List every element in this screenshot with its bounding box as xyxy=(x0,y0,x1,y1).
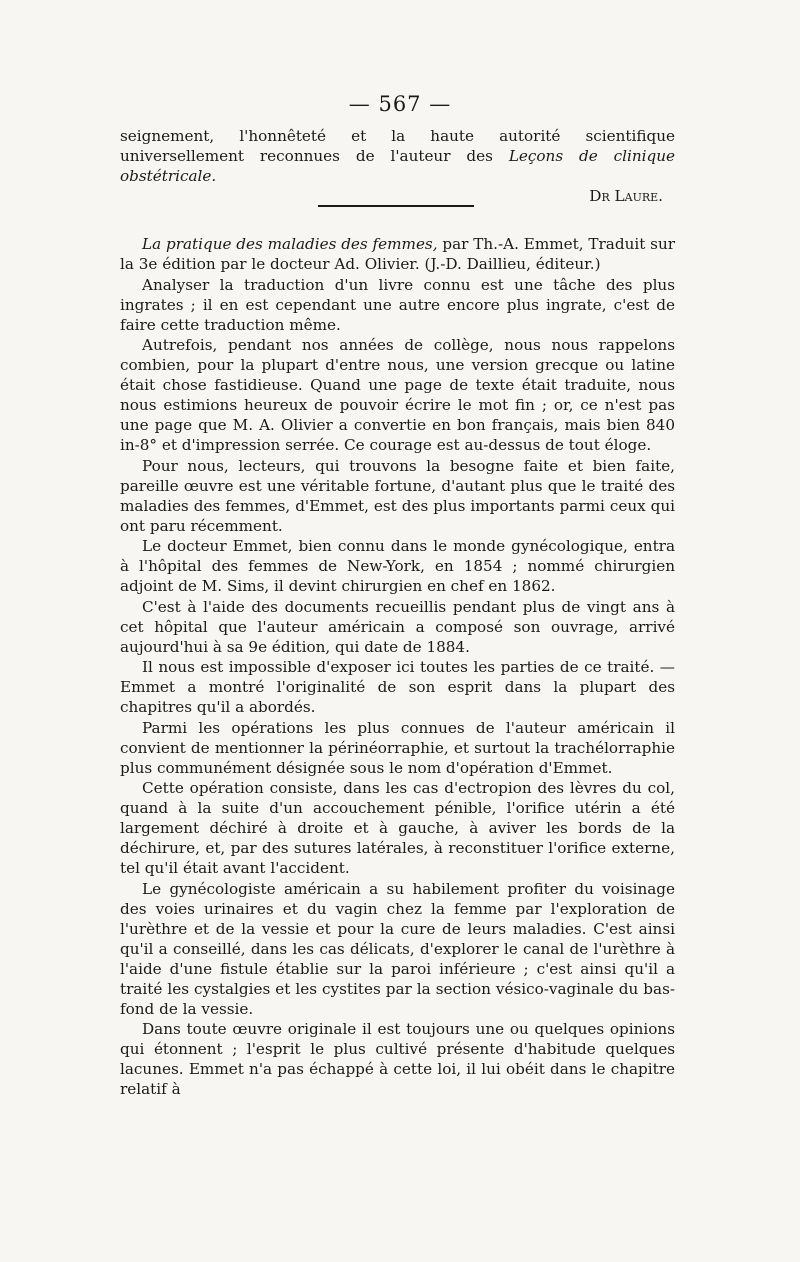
review-title: La pratique des maladies des femmes, xyxy=(142,235,438,253)
paragraph: Pour nous, lecteurs, qui trouvons la besogne faite et bien faite, pareille œuvre est une véritable fortune, d'autant plus que le traité des maladies des femmes, d'Emmet, est des plus importants parmi ceux qui ont paru récemment. xyxy=(120,456,675,535)
review-title-rest: par Th.-A. Emmet, Traduit sur la 3e édition par le docteur Ad. Olivier. (J.-D. Daillieu, éditeur.) xyxy=(120,235,675,273)
page-number: — 567 — xyxy=(348,92,452,116)
review-block xyxy=(120,234,675,1100)
intro-paragraph xyxy=(120,126,675,186)
paragraph: C'est à l'aide des documents recueillis pendant plus de vingt ans à cet hôpital que l'auteur américain a composé son ouvrage, arrivé aujourd'hui à sa 9e édition, qui date de 1884. xyxy=(120,597,675,656)
paragraph: Autrefois, pendant nos années de collège, nous nous rappelons combien, pour la plupart d'entre nous, une version grecque ou latine était chose fastidieuse. Quand une page de texte était traduite, nous nous estimions heureux de pouvoir écrire le mot fin ; or, ce n'est pas une page que M. A. Olivier a convertie en bon français, mais bien 840 in-8° et d'impression serrée. Ce courage est au-dessus de tout éloge. xyxy=(120,336,675,454)
intro-block xyxy=(120,126,675,206)
review-heading xyxy=(120,234,675,274)
signature: Dr Laure. xyxy=(589,187,663,205)
paragraph: Analyser la traduction d'un livre connu est une tâche des plus ingrates ; il en est cependant une autre encore plus ingrate, c'est de faire cette traduction même. xyxy=(120,275,675,334)
paragraph: Dans toute œuvre originale il est toujours une ou quelques opinions qui étonnent ; l'esprit le plus cultivé présente d'habitude quelques lacunes. Emmet n'a pas échappé à cette loi, il lui obéit dans le chapitre relatif à xyxy=(120,1020,675,1098)
section-divider xyxy=(318,205,474,207)
paragraph: Parmi les opérations les plus connues de l'auteur américain il convient de mentionner la périnéorraphie, et surtout la trachélorraphie plus communément désignée sous le nom d'opération d'Emmet. xyxy=(120,718,675,777)
intro-text: seignement, l'honnêteté et la haute autorité scientifique universellement reconnues de l'auteur des xyxy=(120,127,675,165)
paragraph: Le docteur Emmet, bien connu dans le monde gynécologique, entra à l'hôpital des femmes de New-York, en 1854 ; nommé chirurgien adjoint de M. Sims, il devint chirurgien en chef en 1862. xyxy=(120,537,675,595)
paragraph: Cette opération consiste, dans les cas d'ectropion des lèvres du col, quand à la suite d'un accouchement pénible, l'orifice utérin a été largement déchiré à droite et à gauche, à aviver les bords de la déchirure, et, par des sutures latérales, à reconstituer l'orifice externe, tel qu'il était avant l'accident. xyxy=(120,779,675,877)
paragraph: Il nous est impossible d'exposer ici toutes les parties de ce traité. — Emmet a montré l'originalité de son esprit dans la plupart des chapitres qu'il a abordés. xyxy=(120,658,675,716)
book-title: Leçons de clinique obstétricale. xyxy=(120,147,676,185)
paragraph: Le gynécologiste américain a su habilement profiter du voisinage des voies urinaires et du vagin chez la femme par l'exploration de l'urèthre et de la vessie et pour la cure de leurs maladies. C'est ainsi qu'il a conseillé, dans les cas délicats, d'explorer le canal de l'urèthre à l'aide d'une fistule établie sur la paroi inférieure ; c'est ainsi qu'il a traité les cystalgies et les cystites par la section vésico-vaginale du bas-fond de la vessie. xyxy=(120,879,675,1018)
